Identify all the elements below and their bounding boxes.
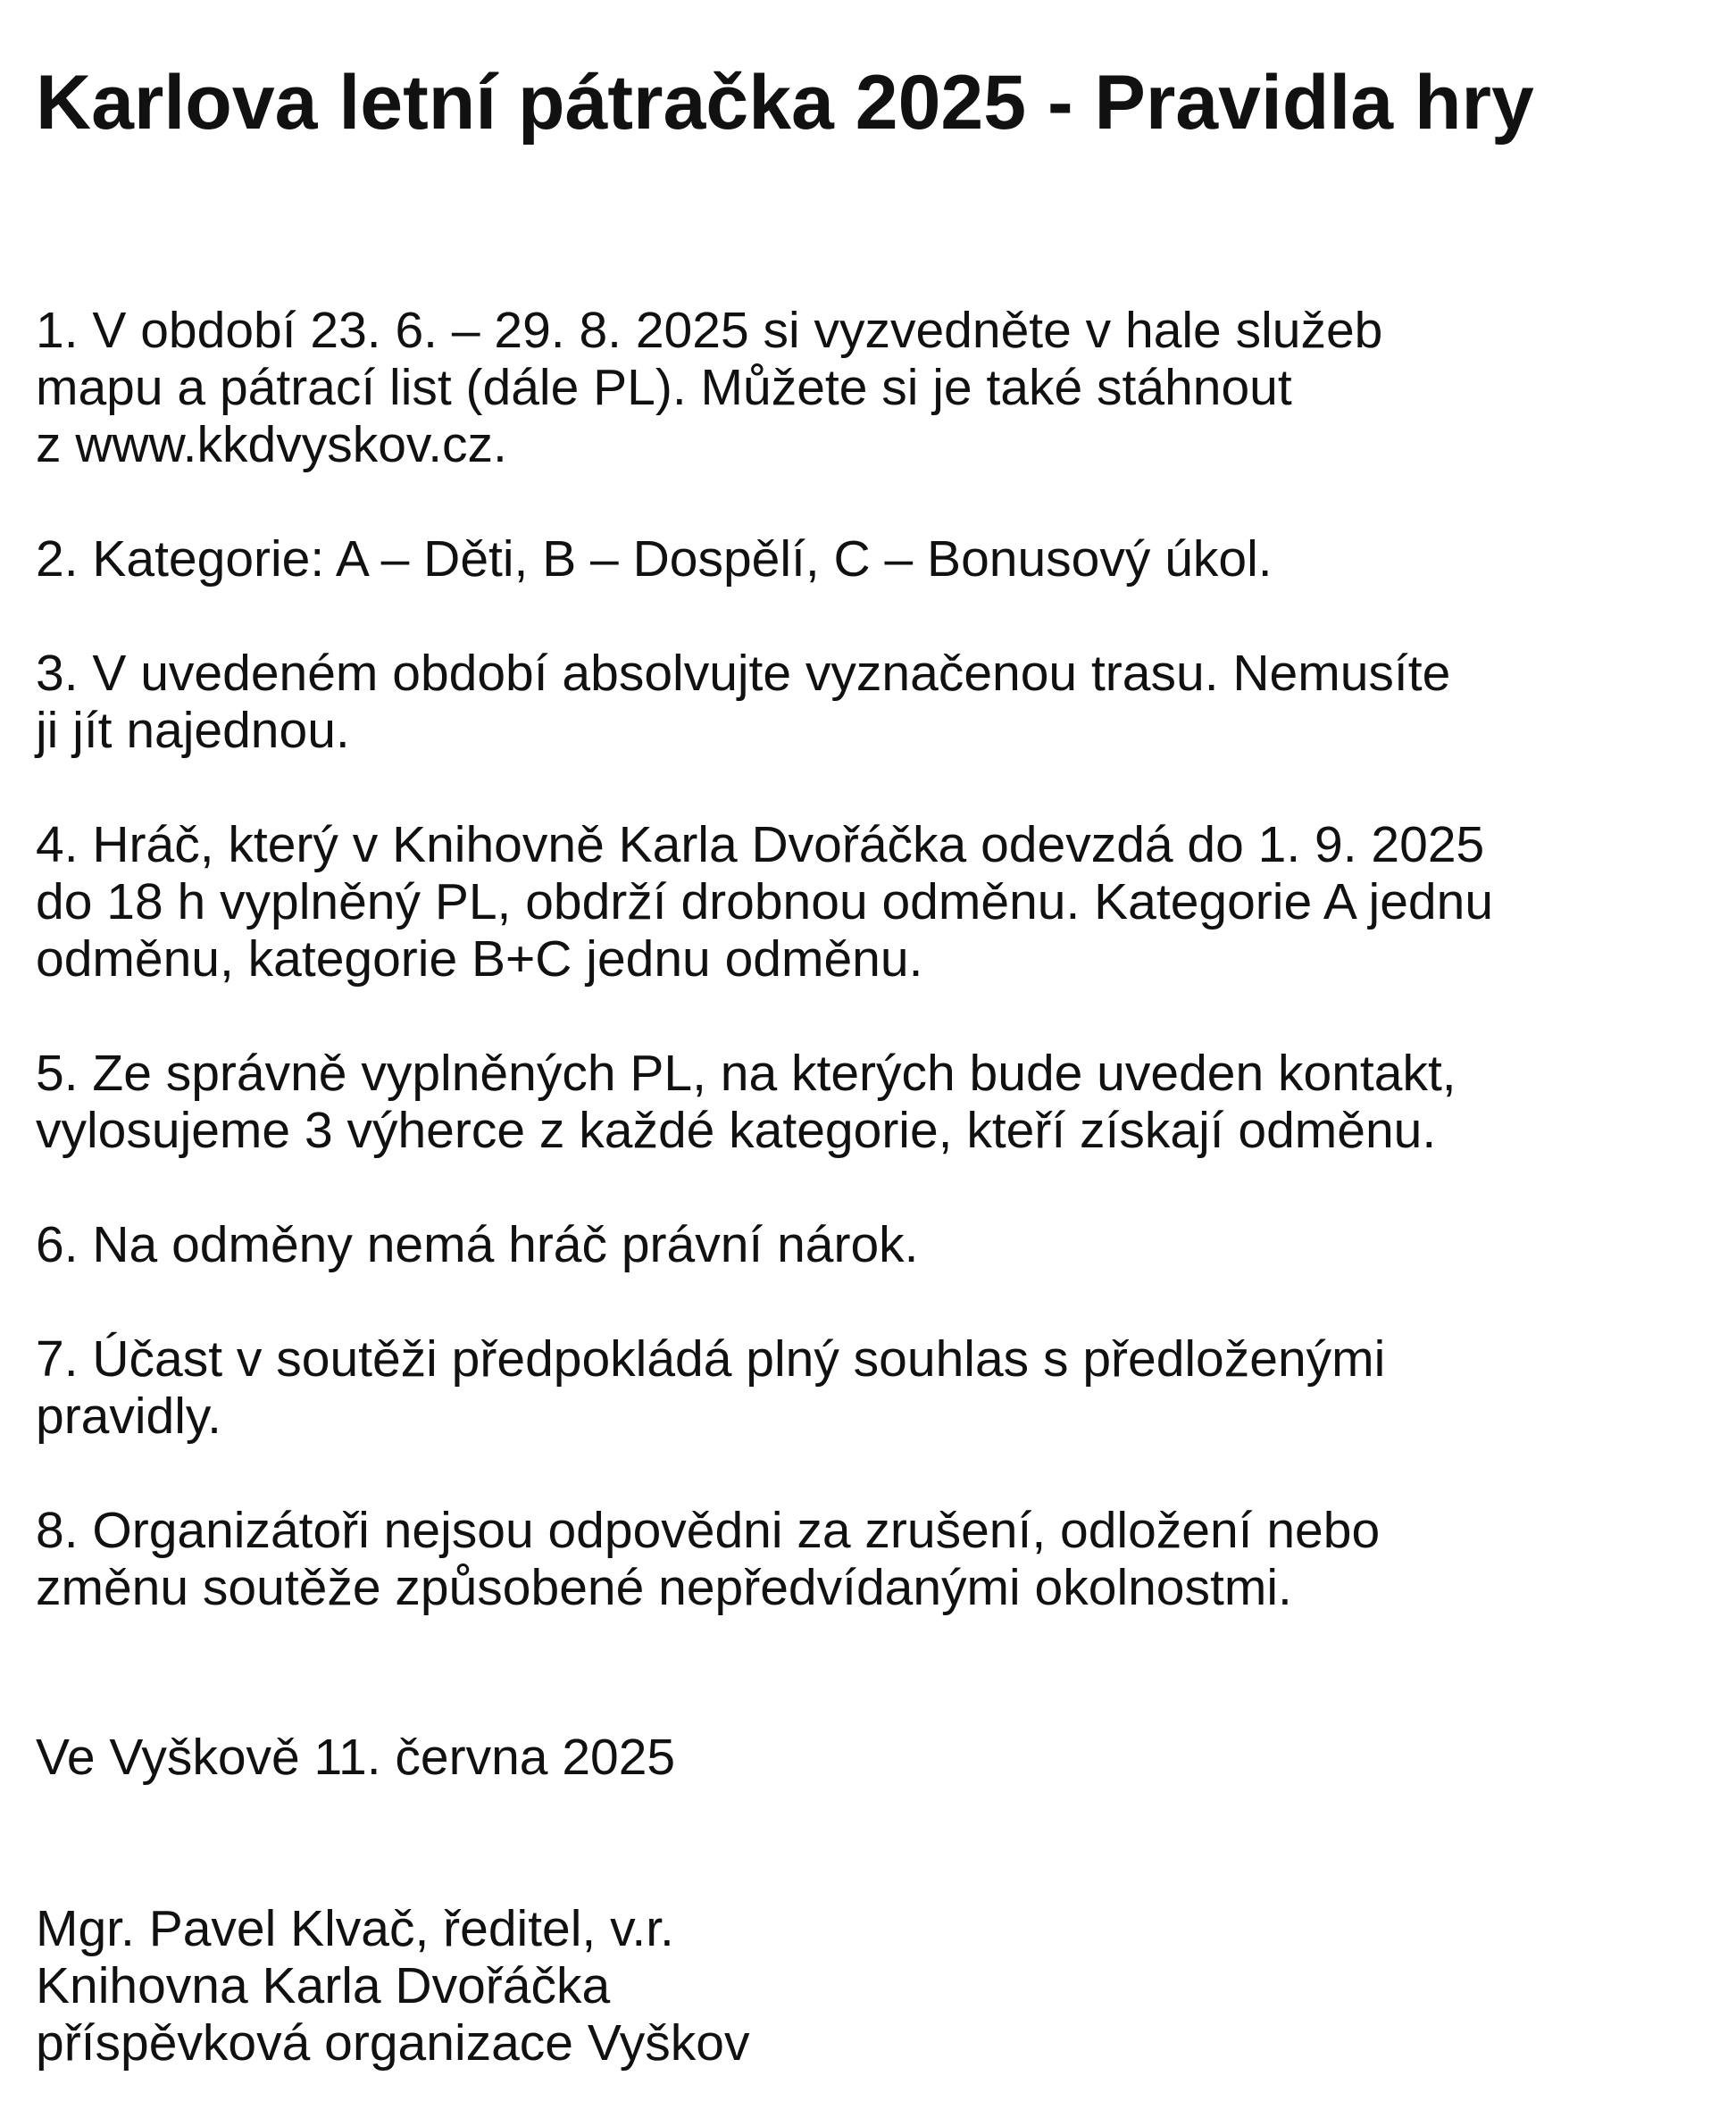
signature-institution-line: Knihovna Karla Dvořáčka	[36, 1957, 611, 2014]
rule-item-6: 6. Na odměny nemá hráč právní nárok.	[36, 1216, 919, 1273]
rule-item-4: 4. Hráč, který v Knihovně Karla Dvořáčka odevzdá do 1. 9. 2025 do 18 h vyplněný PL, obdrží drobnou odměnu. Kategorie A jednu odměnu, kategorie B+C jednu odměnu.	[36, 816, 1494, 988]
signature-block	[36, 1900, 749, 2072]
document-title: Karlova letní pátračka 2025 - Pravidla hry	[36, 60, 1534, 146]
rule-item-2: 2. Kategorie: A – Děti, B – Dospělí, C – Bonusový úkol.	[36, 530, 1273, 588]
rule-item-7: 7. Účast v soutěži předpokládá plný souhlas s předloženými pravidly.	[36, 1330, 1386, 1445]
place-and-date: Ve Vyškově 11. června 2025	[36, 1729, 676, 1786]
signature-organization-line: příspěvková organizace Vyškov	[36, 2014, 750, 2072]
rule-item-3: 3. V uvedeném období absolvujte vyznačenou trasu. Nemusíte ji jít najednou.	[36, 645, 1451, 759]
rule-item-1: 1. V období 23. 6. – 29. 8. 2025 si vyzvedněte v hale služeb mapu a pátrací list (dále PL). Můžete si je také stáhnout z www.kkdvyskov.cz.	[36, 302, 1383, 473]
rule-item-5: 5. Ze správně vyplněných PL, na kterých bude uveden kontakt, vylosujeme 3 výherce z každé kategorie, kteří získají odměnu.	[36, 1045, 1456, 1159]
signature-name-line: Mgr. Pavel Klvač, ředitel, v.r.	[36, 1900, 674, 1957]
rule-item-8: 8. Organizátoři nejsou odpovědni za zrušení, odložení nebo změnu soutěže způsobené nepředvídanými okolnostmi.	[36, 1502, 1381, 1616]
